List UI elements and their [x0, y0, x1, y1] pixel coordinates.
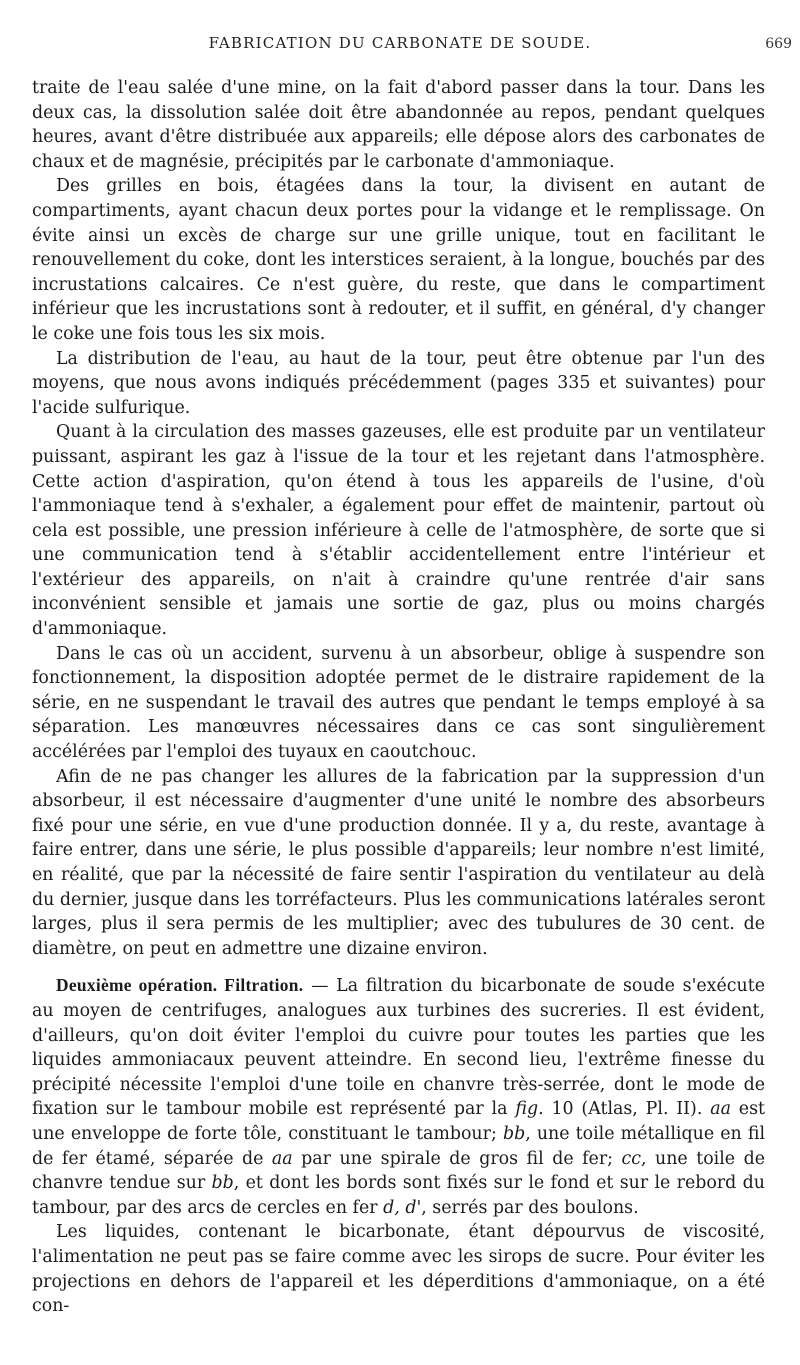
- filtration-text-7: , et dont les bords sont fixés sur le fond et sur le rebord du tambour, par des arcs de cercles en fer: [32, 1173, 765, 1218]
- label-aa: aa: [271, 1148, 293, 1169]
- paragraph-absorbeurs: Afin de ne pas changer les allures de la fabrication par la suppression d'un absorbeur, il est nécessaire d'augmenter d'une unité le nombre des absorbeurs fixé pour une série, en vue d'une production donnée. Il y a, du reste, avantage à faire entrer, dans une série, le plus possible d'appareils; leur nombre n'est limité, en réalité, que par la nécessité de faire sentir l'aspiration du ventilateur au delà du dernier, jusque dans les torréfacteurs. Plus les communications latérales seront larges, plus il sera permis de les multiplier; avec des tubulures de 30 cent. de diamètre, on peut en admettre une dizaine environ.: [32, 766, 765, 959]
- page-number: 669: [765, 36, 792, 52]
- paragraph-continuation: traite de l'eau salée d'une mine, on la fait d'abord passer dans la tour. Dans les deux cas, la dissolution salée doit être abandonnée au repos, pendant quelques heures, avant d'être distribuée aux appareils; elle dépose alors des carbonates de chaux et de magnésie, précipités par le carbonate d'ammoniaque.: [32, 78, 765, 172]
- filtration-text-8: , serrés par des boulons.: [421, 1197, 639, 1218]
- label-bb: bb: [502, 1123, 526, 1144]
- filtration-text-3: est une enveloppe de forte tôle, constituant le tambour;: [32, 1099, 766, 1144]
- filtration-text-5: par une spirale de gros fil de fer;: [292, 1148, 622, 1169]
- figure-reference: fig.: [515, 1099, 544, 1120]
- paragraph-filtration: [32, 973, 765, 1220]
- filtration-text-1: — La filtration du bicarbonate de soude s'exécute au moyen de centrifuges, analogues aux turbines des sucreries. Il est évident, d'ailleurs, qu'on doit éviter l'emploi du cuivre pour toutes les parties que les liquides ammoniacaux peuvent atteindre. En second lieu, l'extrême finesse du précipité nécessite l'emploi d'une toile en chanvre très-serrée, dont le mode de fixation sur le tambour mobile est représenté par la: [32, 976, 765, 1120]
- paragraph-grilles: Des grilles en bois, étagées dans la tour, la divisent en autant de compartiments, ayant chacun deux portes pour la vidange et le remplissage. On évite ainsi un excès de charge sur une grille unique, tout en facilitant le renouvellement du coke, dont les interstices seraient, à la longue, bouchés par des incrustations calcaires. Ce n'est guère, du reste, que dans le compartiment inférieur que les incrustations sont à redouter, et il suffit, en général, d'y changer le coke une fois tous les six mois.: [32, 176, 765, 344]
- paragraph-accident: Dans le cas où un accident, survenu à un absorbeur, oblige à suspendre son fonctionnement, la disposition adoptée permet de le distraire rapidement de la série, en ne suspendant le travail des autres que pendant le temps employé à sa séparation. Les manœuvres nécessaires dans ce cas sont singulièrement accélérées par l'emploi des tuyaux en caoutchouc.: [32, 643, 765, 763]
- running-header: [0, 34, 800, 58]
- running-title: FABRICATION DU CARBONATE DE SOUDE.: [208, 34, 592, 52]
- body-text: [32, 76, 765, 1319]
- paragraph-distribution: La distribution de l'eau, au haut de la tour, peut être obtenue par l'un des moyens, que nous avons indiqués précédemment (pages 335 et suivantes) pour l'acide sulfurique.: [32, 348, 765, 418]
- paragraph-liquides: Les liquides, contenant le bicarbonate, étant dépourvus de viscosité, l'alimentation ne peut pas se faire comme avec les sirops de sucre. Pour éviter les projections en dehors de l'appareil et les déperditions d'ammoniaque, on a été con-: [32, 1222, 765, 1317]
- label-cc: cc: [621, 1148, 641, 1169]
- paragraph-circulation: Quant à la circulation des masses gazeuses, elle est produite par un ventilateur puissant, aspirant les gaz à l'issue de la tour et les rejetant dans l'atmosphère. Cette action d'aspiration, qu'on étend à tous les appareils de l'usine, d'où l'ammoniaque tend à s'exhaler, a également pour effet de maintenir, partout où cela est possible, une pression inférieure à celle de l'atmosphère, de sorte que si une communication tend à s'établir accidentellement entre l'intérieur et l'extérieur des appareils, on n'ait à craindre qu'une rentrée d'air sans inconvénient sensible et jamais une sortie de gaz, plus ou moins chargés d'ammoniaque.: [32, 422, 765, 640]
- filtration-text-4: , une toile métallique en fil de fer étamé, séparée de: [32, 1123, 766, 1169]
- label-d: d, d': [383, 1197, 422, 1218]
- label-bb: bb: [211, 1173, 234, 1194]
- section-heading: Deuxième opération. Filtration.: [56, 975, 304, 996]
- label-aa: aa: [710, 1099, 731, 1120]
- filtration-text-2: 10 (Atlas, Pl. II).: [543, 1099, 711, 1120]
- filtration-text-6: , une toile de chanvre tendue sur: [32, 1148, 765, 1194]
